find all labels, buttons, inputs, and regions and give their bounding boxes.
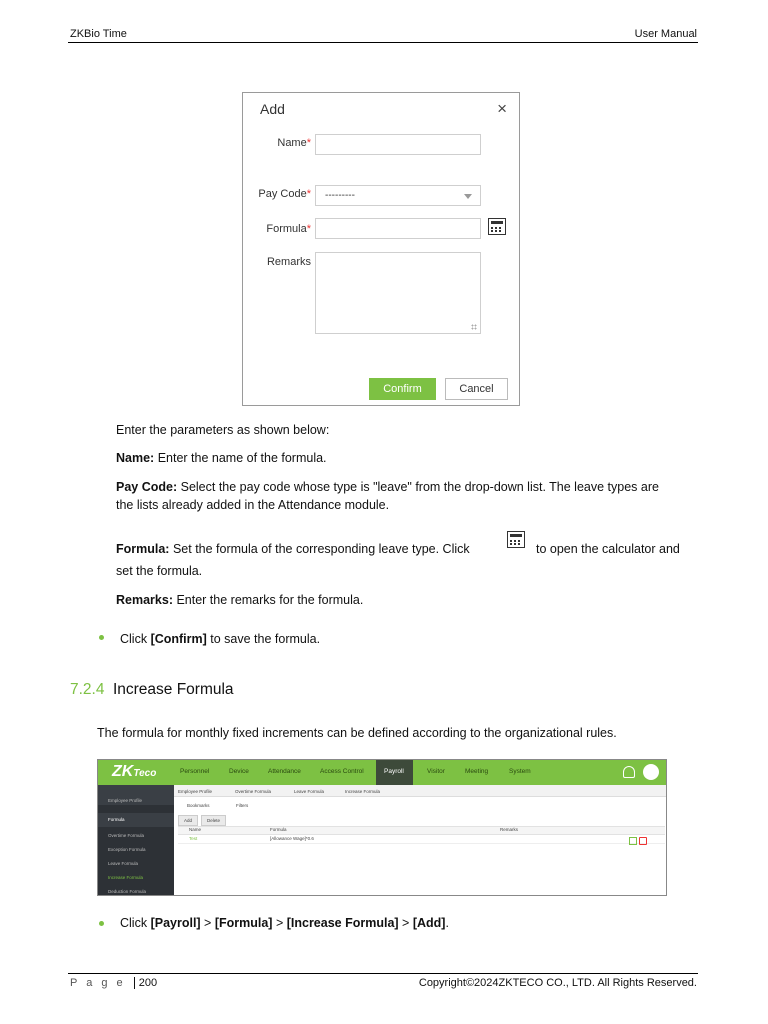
header-title: ZKBio Time: [70, 28, 127, 40]
paycode-desc-line2: the lists already added in the Attendance module.: [116, 498, 390, 512]
name-desc: Name: Enter the name of the formula.: [116, 451, 327, 465]
remarks-textarea[interactable]: [315, 252, 481, 334]
menu-payroll[interactable]: Payroll: [384, 768, 404, 775]
section-title: Increase Formula: [112, 681, 234, 698]
bell-icon[interactable]: [623, 766, 635, 778]
formula-desc-c: set the formula.: [116, 564, 203, 578]
add-button[interactable]: Add: [178, 815, 198, 826]
sidebar-item-leave[interactable]: Leave Formula: [108, 861, 139, 866]
edit-icon[interactable]: [629, 837, 637, 845]
tab-employee-profile[interactable]: Employee Profile: [178, 789, 213, 794]
formula-desc: Formula: Set the formula of the corresponding leave type. Click: [116, 542, 470, 556]
formula-desc-b: to open the calculator and: [536, 542, 680, 556]
page-number: 200: [134, 977, 157, 989]
section-heading: [70, 681, 234, 699]
intro-text: Enter the parameters as shown below:: [116, 423, 330, 437]
paycode-desc: Pay Code: Select the pay code whose type is "leave" from the drop-down list. The leave types are: [116, 480, 659, 494]
menu-system[interactable]: System: [509, 768, 531, 775]
row-name[interactable]: Test: [189, 836, 198, 841]
dialog-title: Add: [260, 101, 285, 117]
sidebar-item-overtime[interactable]: Overtime Formula: [108, 833, 145, 838]
close-icon[interactable]: ×: [497, 99, 507, 118]
table-header: [178, 826, 665, 835]
sidebar-item-exception[interactable]: Exception Formula: [108, 847, 146, 852]
sidebar-item-deduction[interactable]: Deduction Formula: [108, 889, 147, 894]
sidebar: [98, 785, 174, 896]
column-name: Name: [189, 827, 202, 832]
calculator-icon[interactable]: [488, 218, 506, 235]
menu-visitor[interactable]: Visitor: [427, 768, 445, 775]
confirm-button[interactable]: Confirm: [369, 378, 436, 400]
formula-input[interactable]: [315, 218, 481, 239]
cancel-button[interactable]: Cancel: [445, 378, 508, 400]
app-screenshot: [97, 759, 667, 896]
filters-menu[interactable]: Filters: [236, 803, 249, 808]
paycode-label: Pay Code*: [258, 188, 311, 200]
delete-icon[interactable]: [639, 837, 647, 845]
resize-handle-icon[interactable]: [471, 324, 477, 330]
tab-increase[interactable]: Increase Formula: [345, 789, 381, 794]
calculator-icon-inline: [507, 531, 525, 548]
column-formula: Formula: [270, 827, 287, 832]
header-divider: [68, 42, 698, 43]
remarks-label: Remarks: [266, 256, 311, 268]
remarks-desc: Remarks: Enter the remarks for the formula.: [116, 593, 364, 607]
menu-attendance[interactable]: Attendance: [268, 768, 301, 775]
page-label: P a g e 200: [70, 977, 158, 989]
chevron-down-icon: [464, 194, 472, 199]
tab-leave[interactable]: Leave Formula: [294, 789, 325, 794]
menu-access-control[interactable]: Access Control: [320, 768, 364, 775]
bookmarks-menu[interactable]: Bookmarks: [187, 803, 210, 808]
menu-personnel[interactable]: Personnel: [180, 768, 210, 775]
header-manual: User Manual: [634, 28, 697, 40]
zkteco-logo: ZKTeco: [112, 763, 157, 780]
row-formula: [Allowance Wage]*0.6: [270, 836, 314, 841]
tab-overtime[interactable]: Overtime Formula: [235, 789, 272, 794]
bullet-dot-2: [99, 921, 104, 926]
sidebar-item-increase[interactable]: Increase Formula: [108, 875, 144, 880]
table-row[interactable]: [178, 835, 665, 844]
paycode-select[interactable]: [315, 185, 481, 206]
footer-divider: [68, 973, 698, 974]
menu-meeting[interactable]: Meeting: [465, 768, 489, 775]
confirm-instruction: Click [Confirm] to save the formula.: [120, 632, 321, 646]
formula-label: Formula*: [266, 223, 311, 235]
menu-device[interactable]: Device: [229, 768, 249, 775]
paycode-value: ---------: [325, 190, 355, 201]
section-number: 7.2.4: [70, 681, 105, 698]
copyright: Copyright©2024ZKTECO CO., LTD. All Rights Reserved.: [418, 977, 697, 989]
column-remarks: Remarks: [500, 827, 519, 832]
sidebar-employee-profile[interactable]: Employee Profile: [108, 798, 143, 803]
bullet-dot: [99, 635, 104, 640]
name-input[interactable]: [315, 134, 481, 155]
navigation-instruction: Click [Payroll] > [Formula] > [Increase Formula] > [Add].: [120, 916, 449, 930]
section-intro: The formula for monthly fixed increments can be defined according to the organizational rules.: [97, 726, 617, 740]
avatar[interactable]: [643, 764, 659, 780]
add-dialog: [242, 92, 520, 406]
sidebar-formula[interactable]: Formula: [108, 817, 125, 822]
name-label: Name*: [277, 137, 311, 149]
delete-button[interactable]: Delete: [201, 815, 226, 826]
